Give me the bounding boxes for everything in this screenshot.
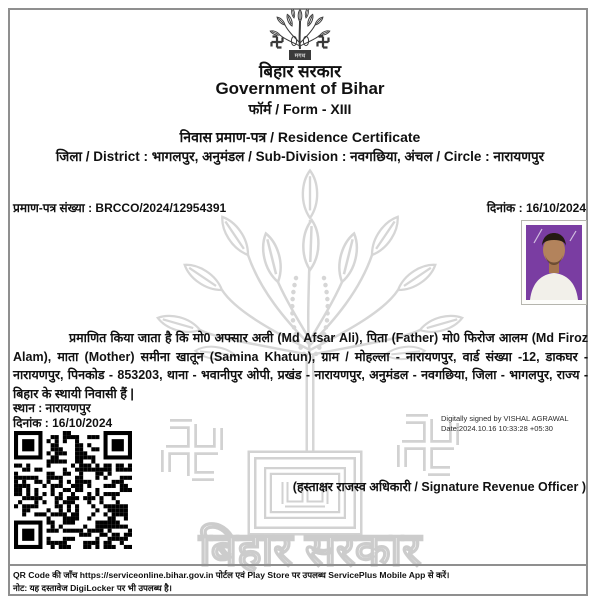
applicant-portrait	[526, 225, 582, 300]
emblem-label: मगध	[294, 53, 306, 60]
issue-date: दिनांक : 16/10/2024	[13, 416, 113, 430]
footer-qr-verification-note: QR Code की जाँच https://serviceonline.bihar.gov.in पोर्टल एवं Play Store पर उपलब्ध ServicePlus Mobile App से करें।	[13, 570, 450, 580]
watermark-text: बिहार सरकार	[198, 523, 422, 575]
digital-signature-line1: Digitally signed by VISHAL AGRAWAL	[441, 414, 569, 423]
govt-title-hindi: बिहार सरकार	[258, 62, 342, 81]
certificate-date: दिनांक : 16/10/2024	[486, 201, 586, 215]
issue-place: स्थान : नारायणपुर	[13, 401, 91, 415]
certificate-title: निवास प्रमाण-पत्र / Residence Certificate	[179, 129, 421, 145]
certificate-number: प्रमाण-पत्र संख्या : BRCCO/2024/12954391	[13, 201, 227, 215]
jurisdiction-line: जिला / District : भागलपुर, अनुमंडल / Sub-Division : नवगछिया, अंचल / Circle : नारायणपुर	[55, 149, 545, 164]
qr-code	[14, 431, 132, 549]
footer-note-box	[8, 564, 588, 596]
applicant-photo-image	[526, 225, 582, 300]
govt-title-english: Government of Bihar	[215, 79, 385, 98]
bihar-emblem-icon	[266, 9, 334, 63]
footer-digilocker-note: नोट: यह दस्तावेज DigiLocker पर भी उपलब्ध है।	[13, 583, 172, 593]
applicant-photo	[521, 220, 587, 305]
form-number: फॉर्म / Form - XIII	[248, 101, 352, 117]
digital-signature-line2: Date:2024.10.16 10:33:28 +05:30	[441, 423, 553, 433]
certificate-body-text: प्रमाणित किया जाता है कि मो0 अफ्सार अली (Md Afsar Ali), पिता (Father) मो0 फिरोज आलम (Md Firoz Alam), माता (Mother) समीना खातून (Samina Khatun), ग्राम / मोहल्ला - नारायणपुर, वार्ड संख्या -12, डाकघर - नारायणपुर, पिनकोड - 853203, थाना - भवानीपुर ओपी, प्रखंड - नारायणपुर, अनुमंडल - नवगछिया, जिला - भागलपुर, राज्य - बिहार के स्थायी निवासी हैं |	[13, 331, 588, 401]
digital-signature-block	[441, 414, 569, 433]
signature-officer-caption: (हस्ताक्षर राजस्व अधिकारी / Signature Revenue Officer )	[292, 480, 586, 494]
